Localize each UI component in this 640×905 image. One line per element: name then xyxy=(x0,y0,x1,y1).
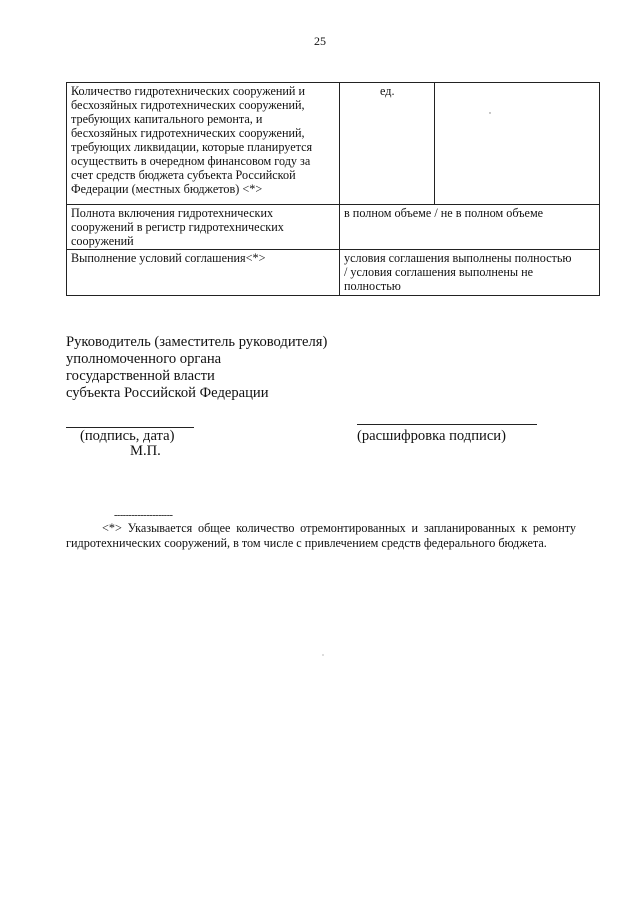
table-row xyxy=(67,83,600,205)
table-row xyxy=(67,250,600,296)
value-cell: в полном объеме / не в полном объеме xyxy=(340,205,600,250)
signature-caption: (подпись, дата) xyxy=(80,428,175,444)
stamp-label: М.П. xyxy=(130,443,161,459)
footnote-text: <*> Указывается общее количество отремонтированных и запланированных к ремонту гидротехнических сооружений, в том числе с привлечением средств федерального бюджета. xyxy=(66,521,576,550)
unit-cell: ед. xyxy=(340,83,435,205)
value-cell xyxy=(435,83,600,205)
page-number: 25 xyxy=(314,34,326,48)
decoding-line xyxy=(357,424,537,425)
table-row xyxy=(67,205,600,250)
indicator-cell: Выполнение условий соглашения<*> xyxy=(67,250,340,296)
indicators-table xyxy=(66,82,600,296)
footnote-separator: -------------------- xyxy=(114,510,173,521)
value-cell: условия соглашения выполнены полностью / условия соглашения выполнены не полностью xyxy=(340,250,600,296)
decoding-caption: (расшифровка подписи) xyxy=(357,428,506,444)
indicator-cell: Полнота включения гидротехнических сооружений в регистр гидротехнических сооружений xyxy=(67,205,340,250)
signatory-title: Руководитель (заместитель руководителя) уполномоченного органа государственной власти субъекта Российской Федерации xyxy=(66,334,328,401)
indicator-cell: Количество гидротехнических сооружений и бесхозяйных гидротехнических сооружений, требующих капитального ремонта, и бесхозяйных гидротехнических сооружений, требующих ликвидации, которые планируется осуществить в очередном финансовом году за счет средств бюджета субъекта Российской Федерации (местных бюджетов) <*> xyxy=(67,83,340,205)
